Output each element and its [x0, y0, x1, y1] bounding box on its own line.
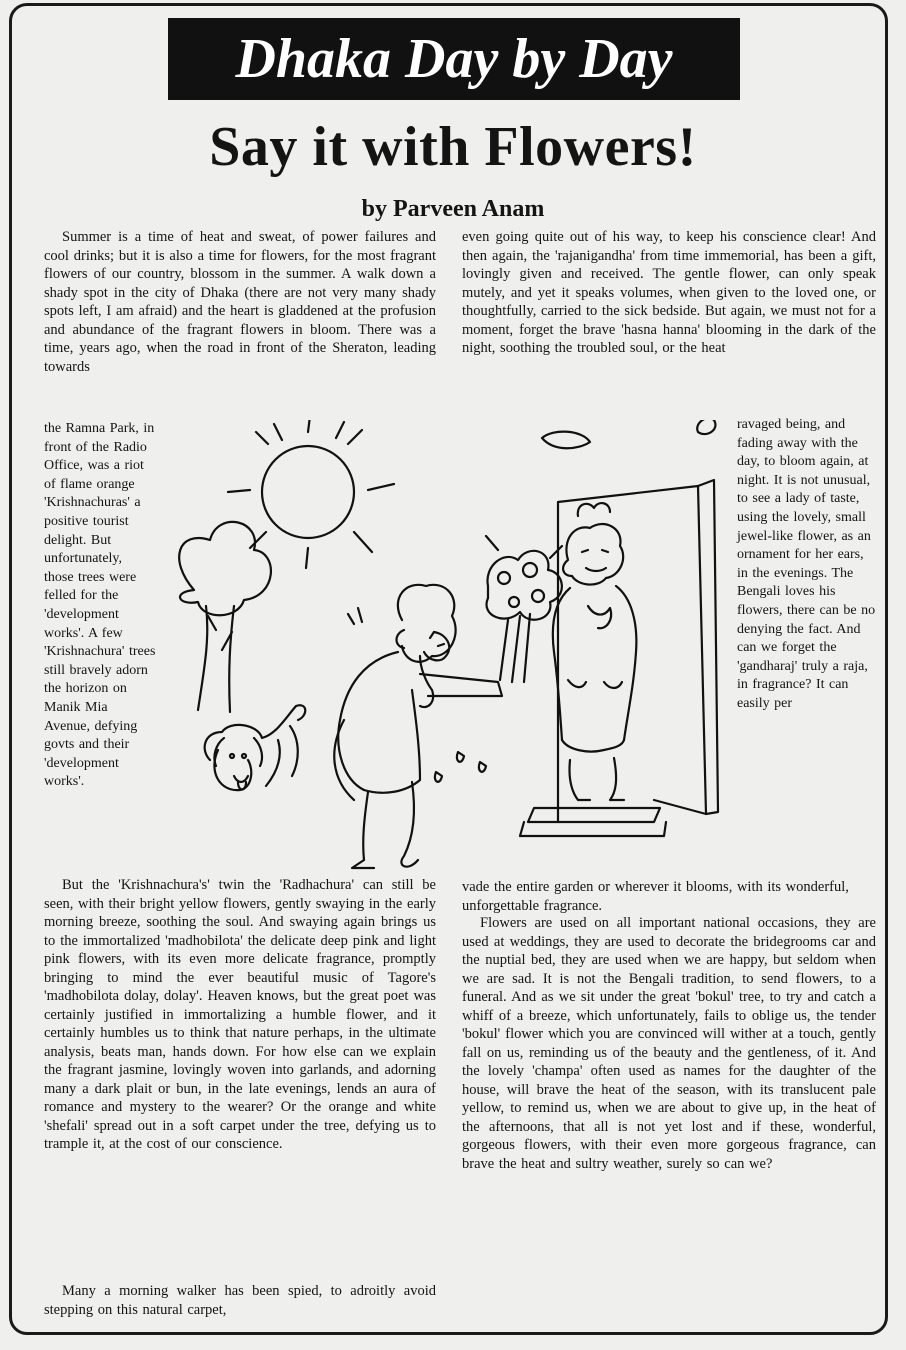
left-column-top-paragraph: Summer is a time of heat and sweat, of power failures and cool drinks; but it is also a time for flowers, for the most fragrant flowers of our country, blossom in the summer. A walk down a shady spot in the city of Dhaka (there are not very many shady spots left, I am afraid) and the heart is gladdened at the profusion and abundance of the fragrant flowers in bloom. There was a time, years ago, when the road in front of the Sheraton, leading towards: [44, 229, 436, 375]
dog-icon: [205, 705, 306, 790]
left-column-wrap-paragraph: the Ramna Park, in front of the Radio Office, was a riot of flame orange 'Krishnachuras' a positive tourist delight. But unfortunately, those trees were felled for the 'development works'. A few 'Krishnachura' trees still bravely adorn the horizon on Manik Mia Avenue, defying govts and their 'development works'.: [44, 421, 156, 790]
right-column-continuation-paragraph: vade the entire garden or wherever it blooms, with its wonderful, unforgettable fragrance.: [462, 879, 849, 914]
sun-icon: [228, 420, 394, 568]
cartoon-illustration: [158, 420, 728, 890]
woman-icon: [553, 503, 637, 800]
masthead-banner: [168, 18, 740, 100]
man-icon: [334, 585, 502, 868]
right-column-wrap-paragraph: ravaged being, and fading away with the day, to bloom again, at night. It is not unusual, to see a lady of taste, using the lovely, small jewel-like flower, as an ornament for her ears, in the evenings. The Bengali loves his flowers, there can be no denying the fact. And can we forget the 'gandharaj' truly a raja, in fragrance? It can easily per: [737, 417, 876, 711]
flower-bouquet-icon: [486, 536, 562, 682]
article-headline: Say it with Flowers!: [209, 116, 697, 178]
left-column-bottom-paragraph: But the 'Krishnachura's' twin the 'Radhachura' can still be seen, with their bright yellow flowers, gently swaying in the early morning breeze, soothing the soul. And swaying again brings us to the immortalized 'madhobilota' the delicate deep pink and light pink flowers, with its even more delicate fragrance, promptly bringing to mind the ever beautiful music of Tagore's 'madhobilota dolay, dolay'. Heaven knows, but the great poet was certainly justified in immortalizing a humble flower, and it certainly humbles us to think that nature perhaps, in the ultimate analysis, beats man, hands down. For how else can we explain the fragrant jasmine, lovingly woven into garlands, and adorning many a dark plait or bun, in the late evenings, lends an aura of romance and mystery to the wearer? Or the orange and white 'shefali' spread out in a soft carpet under the tree, defying us to trample it, at the cost of our conscience.: [44, 877, 436, 1152]
article-byline: by Parveen Anam: [361, 196, 545, 222]
masthead-title: Dhaka Day by Day: [235, 28, 673, 90]
tree-icon: [179, 522, 271, 712]
left-column-final-paragraph: Many a morning walker has been spied, to adroitly avoid stepping on this natural carpet,: [44, 1283, 436, 1318]
right-column-bottom-paragraph: Flowers are used on all important national occasions, they are used at weddings, they are used to decorate the bridegrooms car and the nuptial bed, they are used when we are happy, but seldom when we are sad. It is not the Bengali tradition, to send flowers, to a funeral. And as we sit under the great 'bokul' tree, to try and catch a whiff of a breeze, which unfortunately, fails to oblige us, the tender 'bokul' flower which you are convinced will wither at a touch, gently fall on us, reminding us of the beauty and the gentleness, of it. And the lovely 'champa' often used as names for the daughter of the house, will brave the heat of the season, with its translucent pale yellow, to remind us, when we are about to give up, in the heat of the afternoons, that all is not yet lost and if these, wonderful, gorgeous flowers, with their even more gorgeous fragrance, can brave the heat and sultry weather, surely so can we?: [462, 915, 876, 1172]
right-column-top-paragraph: even going quite out of his way, to keep his conscience clear! And then again, the 'rajanigandha' from time immemorial, has been a gift, lovingly given and received. The gentle flower, can only speak mutely, and yet it speaks volumes, when given to the loved one, or thoughtfully, carried to the sick bedside. But again, we must not for a moment, forget the brave 'hasna hanna' blooming in the dark of the night, soothing the troubled soul, or the heat: [462, 229, 876, 356]
door-icon: [520, 420, 718, 836]
